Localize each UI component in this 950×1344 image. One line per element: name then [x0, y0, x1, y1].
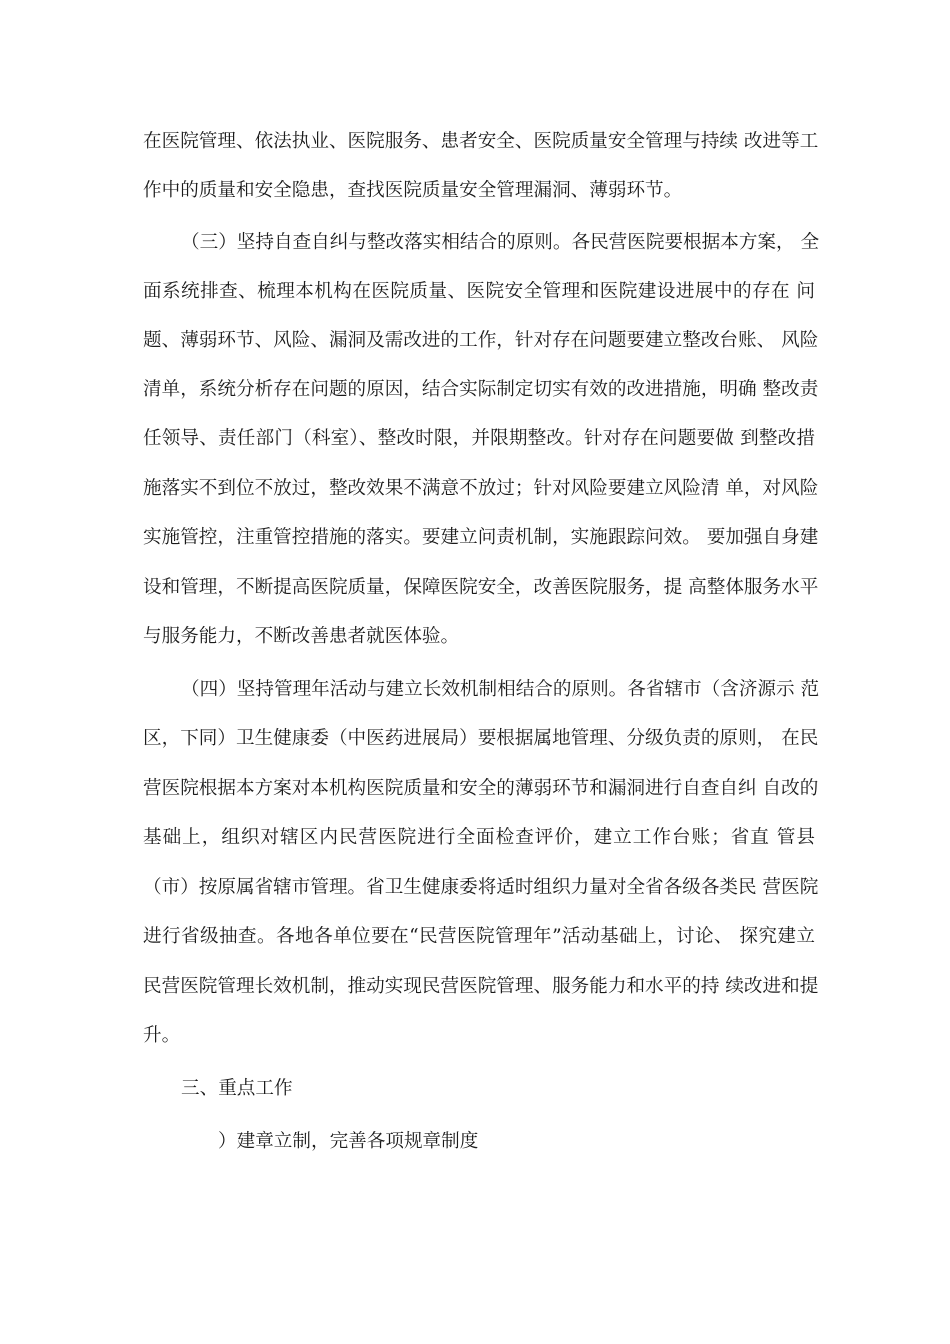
text-line: （市）按原属省辖市管理。省卫生健康委将适时组织力量对全省各级各类民 营医院 — [143, 877, 819, 898]
text-line: 区，下同）卫生健康委（中医药进展局）要根据属地管理、分级负责的原则， 在民 — [143, 728, 819, 749]
text-line: 设和管理，不断提高医院质量，保障医院安全，改善医院服务，提 高整体服务水平 — [143, 577, 819, 598]
text-line: 进行省级抽查。各地各单位要在“民营医院管理年”活动基础上，讨论、 探究建立 — [143, 926, 815, 947]
text-line: 在医院管理、依法执业、医院服务、患者安全、医院质量安全管理与持续 改进等工 — [143, 131, 819, 152]
text-line: 营医院根据本方案对本机构医院质量和安全的薄弱环节和漏洞进行自查自纠 自改的 — [143, 778, 819, 799]
text-line: 清单，系统分析存在问题的原因，结合实际制定切实有效的改进措施，明确 整改责 — [143, 379, 819, 400]
text-line: 作中的质量和安全隐患，查找医院质量安全管理漏洞、薄弱环节。 — [143, 180, 683, 201]
text-line: 民营医院管理长效机制，推动实现民营医院管理、服务能力和水平的持 续改进和提 — [143, 976, 819, 997]
text-line: 实施管控，注重管控措施的落实。要建立问责机制，实施跟踪问效。 要加强自身建 — [143, 527, 819, 548]
text-line: 与服务能力，不断改善患者就医体验。 — [143, 626, 460, 647]
section-heading: 三、重点工作 — [181, 1078, 293, 1099]
text-line: 升。 — [143, 1025, 181, 1046]
text-line: 施落实不到位不放过，整改效果不满意不放过；针对风险要建立风险清 单，对风险 — [143, 478, 819, 499]
text-line: 任领导、责任部门（科室）、整改时限，并限期整改。针对存在问题要做 到整改措 — [143, 428, 815, 449]
text-line: 面系统排查、梳理本机构在医院质量、医院安全管理和医院建设进展中的存在 问 — [143, 281, 815, 302]
sub-heading: ）建章立制，完善各项规章制度 — [218, 1131, 479, 1152]
text-line: 基础上，组织对辖区内民营医院进行全面检查评价，建立工作台账；省直 管县 — [143, 827, 815, 848]
text-line: （三）坚持自查自纠与整改落实相结合的原则。各民营医院要根据本方案， 全 — [181, 232, 820, 253]
text-line: （四）坚持管理年活动与建立长效机制相结合的原则。各省辖市（含济源示 范 — [181, 679, 820, 700]
text-line: 题、薄弱环节、风险、漏洞及需改进的工作，针对存在问题要建立整改台账、 风险 — [143, 330, 819, 351]
